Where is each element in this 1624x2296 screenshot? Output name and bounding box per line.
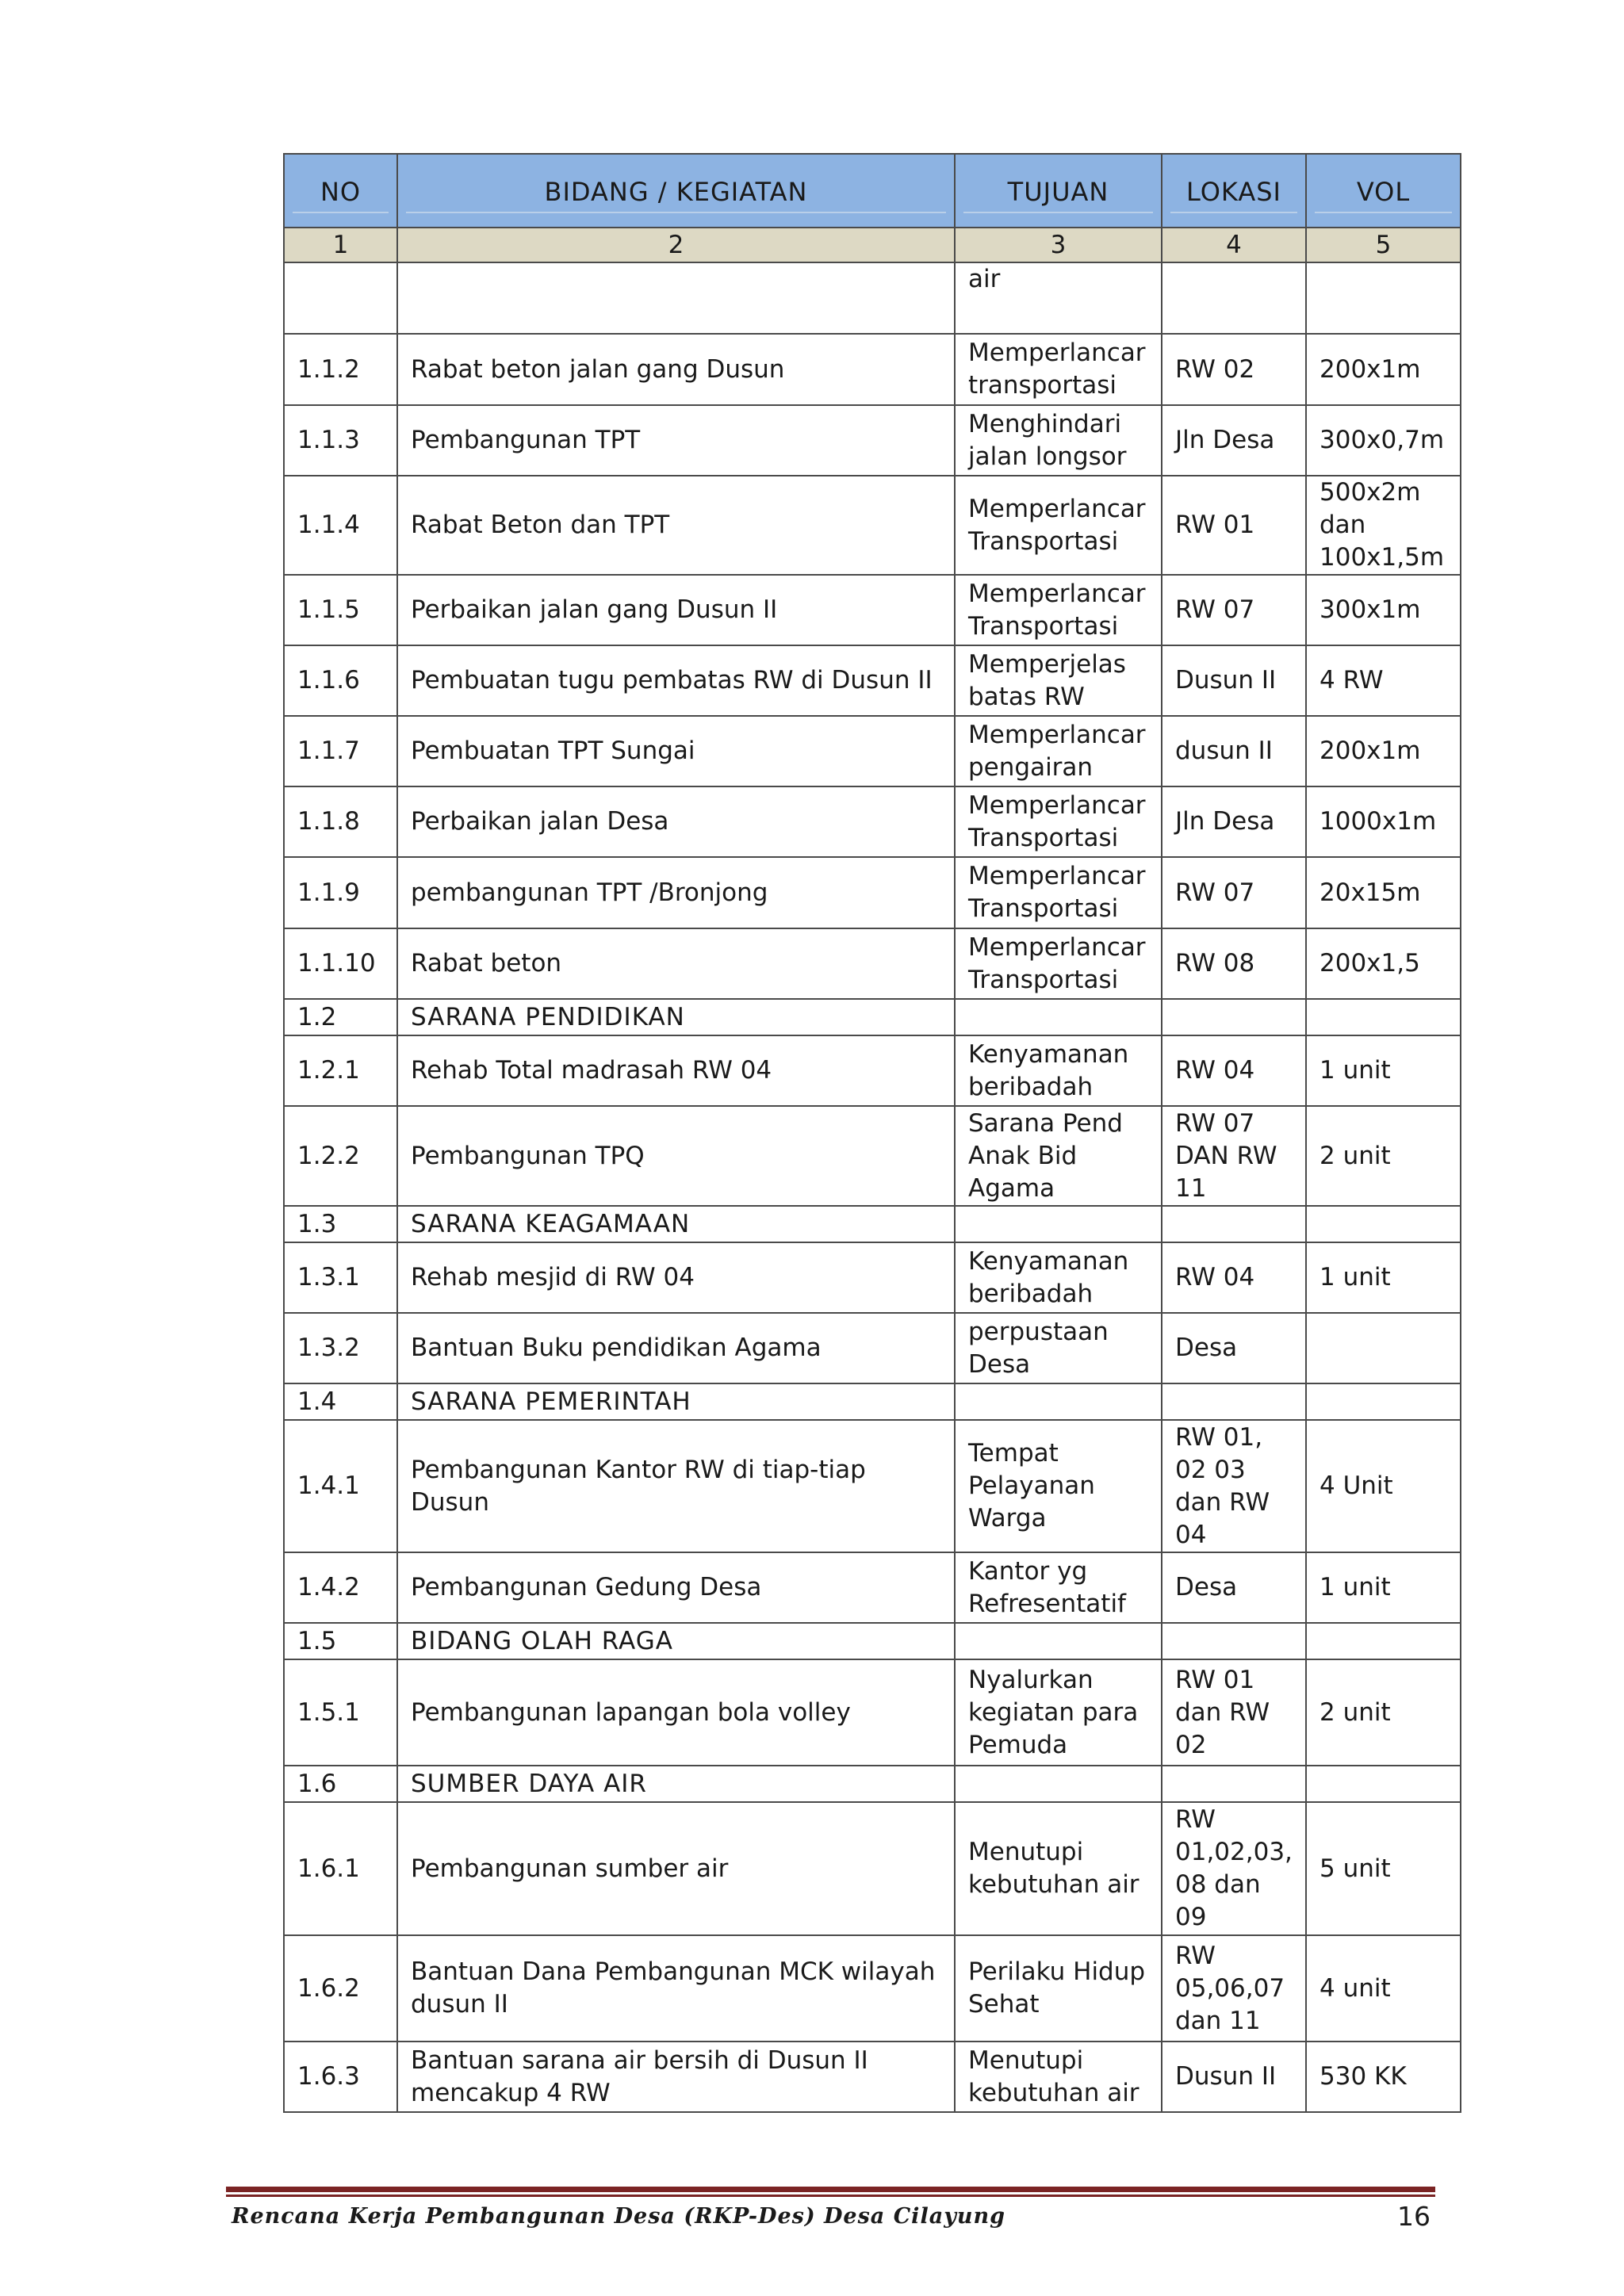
cell-tujuan: Perilaku Hidup Sehat: [955, 1935, 1162, 2042]
cell-tujuan: Menutupi kebutuhan air: [955, 1802, 1162, 1935]
cell-vol: [1306, 1313, 1461, 1383]
cell-lokasi: RW 07: [1162, 857, 1306, 928]
table-row: [284, 645, 1461, 716]
cell-no: 1.6: [284, 1766, 397, 1802]
cell-tujuan: [955, 1383, 1162, 1420]
cell-tujuan: Kenyamanan beribadah: [955, 1242, 1162, 1313]
cell-kegiatan: Perbaikan jalan Desa: [397, 786, 955, 857]
cell-tujuan: Memperlancar transportasi: [955, 334, 1162, 405]
cell-no: 1.1.7: [284, 716, 397, 786]
cell-vol: 200x1,5: [1306, 928, 1461, 999]
cell-tujuan: [955, 1766, 1162, 1802]
table-row: [284, 1242, 1461, 1313]
cell-vol: [1306, 1766, 1461, 1802]
table-row: [284, 405, 1461, 476]
cell-tujuan: Sarana Pend Anak Bid Agama: [955, 1106, 1162, 1206]
cell-no: 1.6.2: [284, 1935, 397, 2042]
cell-tujuan: [955, 1623, 1162, 1659]
cell-tujuan: Kantor yg Refresentatif: [955, 1552, 1162, 1623]
cell-vol: 1 unit: [1306, 1035, 1461, 1106]
cell-no: 1.1.9: [284, 857, 397, 928]
table-row: [284, 262, 1461, 334]
cell-tujuan: Memperlancar Transportasi: [955, 786, 1162, 857]
cell-lokasi: Desa: [1162, 1313, 1306, 1383]
cell-vol: [1306, 262, 1461, 334]
cell-lokasi: Dusun II: [1162, 2042, 1306, 2112]
table-row: [284, 786, 1461, 857]
cell-kegiatan: Pembangunan Gedung Desa: [397, 1552, 955, 1623]
table-row: [284, 928, 1461, 999]
cell-no: 1.1.4: [284, 476, 397, 575]
cell-lokasi: RW 01: [1162, 476, 1306, 575]
column-number: 4: [1162, 228, 1306, 262]
header-tujuan: TUJUAN: [955, 154, 1162, 228]
table-row: [284, 1420, 1461, 1552]
table-row: [284, 1313, 1461, 1383]
cell-vol: [1306, 999, 1461, 1035]
cell-no: [284, 262, 397, 334]
table-row: [284, 1552, 1461, 1623]
table-row: [284, 334, 1461, 405]
cell-lokasi: RW 01, 02 03 dan RW 04: [1162, 1420, 1306, 1552]
cell-tujuan: perpustaan Desa: [955, 1313, 1162, 1383]
cell-vol: 200x1m: [1306, 716, 1461, 786]
column-number: 2: [397, 228, 955, 262]
cell-vol: [1306, 1623, 1461, 1659]
cell-no: 1.4.2: [284, 1552, 397, 1623]
cell-tujuan: Memperjelas batas RW: [955, 645, 1162, 716]
cell-lokasi: dusun II: [1162, 716, 1306, 786]
cell-kegiatan: Perbaikan jalan gang Dusun II: [397, 575, 955, 645]
footer-title: Rencana Kerja Pembangunan Desa (RKP-Des) Desa Cilayung: [232, 2204, 1006, 2229]
cell-lokasi: RW 05,06,07 dan 11: [1162, 1935, 1306, 2042]
cell-vol: 5 unit: [1306, 1802, 1461, 1935]
cell-vol: 4 Unit: [1306, 1420, 1461, 1552]
cell-no: 1.3.2: [284, 1313, 397, 1383]
cell-vol: 200x1m: [1306, 334, 1461, 405]
cell-kegiatan: Rabat beton jalan gang Dusun: [397, 334, 955, 405]
table-row: [284, 1106, 1461, 1206]
cell-kegiatan: Bantuan Buku pendidikan Agama: [397, 1313, 955, 1383]
cell-lokasi: Jln Desa: [1162, 786, 1306, 857]
section-row: [284, 1383, 1461, 1420]
cell-no: 1.4: [284, 1383, 397, 1420]
cell-no: 1.3.1: [284, 1242, 397, 1313]
cell-kegiatan: Rehab Total madrasah RW 04: [397, 1035, 955, 1106]
cell-kegiatan: Pembuatan TPT Sungai: [397, 716, 955, 786]
cell-no: 1.2.1: [284, 1035, 397, 1106]
cell-no: 1.2.2: [284, 1106, 397, 1206]
cell-lokasi: RW 01 dan RW 02: [1162, 1659, 1306, 1766]
cell-tujuan: [955, 999, 1162, 1035]
table-row: [284, 476, 1461, 575]
cell-no: 1.1.5: [284, 575, 397, 645]
cell-lokasi: [1162, 1766, 1306, 1802]
cell-kegiatan: SARANA KEAGAMAAN: [397, 1206, 955, 1242]
cell-kegiatan: Pembangunan TPT: [397, 405, 955, 476]
cell-lokasi: RW 01,02,03, 08 dan 09: [1162, 1802, 1306, 1935]
cell-vol: 2 unit: [1306, 1659, 1461, 1766]
cell-lokasi: Jln Desa: [1162, 405, 1306, 476]
cell-vol: 2 unit: [1306, 1106, 1461, 1206]
cell-no: 1.5.1: [284, 1659, 397, 1766]
cell-tujuan: Menghindari jalan longsor: [955, 405, 1162, 476]
cell-no: 1.6.3: [284, 2042, 397, 2112]
cell-vol: [1306, 1383, 1461, 1420]
section-row: [284, 1623, 1461, 1659]
cell-no: 1.2: [284, 999, 397, 1035]
table-row: [284, 1035, 1461, 1106]
table-row: [284, 1659, 1461, 1766]
cell-kegiatan: Bantuan Dana Pembangunan MCK wilayah dusun II: [397, 1935, 955, 2042]
page-number: 16: [1397, 2201, 1431, 2232]
cell-vol: 300x0,7m: [1306, 405, 1461, 476]
cell-no: 1.5: [284, 1623, 397, 1659]
cell-kegiatan: SARANA PEMERINTAH: [397, 1383, 955, 1420]
column-number: 1: [284, 228, 397, 262]
cell-kegiatan: Pembuatan tugu pembatas RW di Dusun II: [397, 645, 955, 716]
cell-tujuan: Nyalurkan kegiatan para Pemuda: [955, 1659, 1162, 1766]
activity-table: [283, 153, 1461, 2113]
cell-kegiatan: Rabat Beton dan TPT: [397, 476, 955, 575]
column-number: 5: [1306, 228, 1461, 262]
footer-rule-thin: [226, 2195, 1435, 2197]
table-row: [284, 2042, 1461, 2112]
cell-kegiatan: pembangunan TPT /Bronjong: [397, 857, 955, 928]
cell-lokasi: [1162, 999, 1306, 1035]
cell-no: 1.6.1: [284, 1802, 397, 1935]
cell-kegiatan: BIDANG OLAH RAGA: [397, 1623, 955, 1659]
cell-lokasi: RW 02: [1162, 334, 1306, 405]
section-row: [284, 1206, 1461, 1242]
cell-kegiatan: Pembangunan lapangan bola volley: [397, 1659, 955, 1766]
cell-kegiatan: Pembangunan Kantor RW di tiap-tiap Dusun: [397, 1420, 955, 1552]
cell-lokasi: Desa: [1162, 1552, 1306, 1623]
cell-lokasi: RW 04: [1162, 1242, 1306, 1313]
cell-no: 1.1.6: [284, 645, 397, 716]
cell-lokasi: [1162, 1206, 1306, 1242]
cell-vol: 4 unit: [1306, 1935, 1461, 2042]
cell-vol: 1 unit: [1306, 1552, 1461, 1623]
cell-lokasi: [1162, 1383, 1306, 1420]
cell-kegiatan: Bantuan sarana air bersih di Dusun II mencakup 4 RW: [397, 2042, 955, 2112]
cell-no: 1.1.10: [284, 928, 397, 999]
cell-no: 1.1.8: [284, 786, 397, 857]
cell-no: 1.1.2: [284, 334, 397, 405]
cell-vol: 300x1m: [1306, 575, 1461, 645]
cell-tujuan: air: [955, 262, 1162, 334]
cell-tujuan: Kenyamanan beribadah: [955, 1035, 1162, 1106]
cell-vol: 1000x1m: [1306, 786, 1461, 857]
cell-vol: 500x2m dan 100x1,5m: [1306, 476, 1461, 575]
table-row: [284, 857, 1461, 928]
cell-tujuan: [955, 1206, 1162, 1242]
cell-tujuan: Memperlancar Transportasi: [955, 857, 1162, 928]
cell-tujuan: Memperlancar Transportasi: [955, 476, 1162, 575]
column-number: 3: [955, 228, 1162, 262]
table-row: [284, 716, 1461, 786]
table-row: [284, 1802, 1461, 1935]
footer-rule-thick: [226, 2187, 1435, 2192]
cell-lokasi: [1162, 262, 1306, 334]
cell-no: 1.4.1: [284, 1420, 397, 1552]
cell-tujuan: Menutupi kebutuhan air: [955, 2042, 1162, 2112]
table-header-row: [284, 154, 1461, 228]
cell-lokasi: Dusun II: [1162, 645, 1306, 716]
section-row: [284, 1766, 1461, 1802]
cell-tujuan: Memperlancar pengairan: [955, 716, 1162, 786]
cell-kegiatan: Rabat beton: [397, 928, 955, 999]
cell-vol: 1 unit: [1306, 1242, 1461, 1313]
cell-no: 1.3: [284, 1206, 397, 1242]
cell-lokasi: [1162, 1623, 1306, 1659]
cell-vol: 4 RW: [1306, 645, 1461, 716]
table-row: [284, 575, 1461, 645]
cell-kegiatan: Pembangunan TPQ: [397, 1106, 955, 1206]
cell-kegiatan: [397, 262, 955, 334]
cell-lokasi: RW 08: [1162, 928, 1306, 999]
column-number-row: [284, 228, 1461, 262]
cell-lokasi: RW 07: [1162, 575, 1306, 645]
cell-tujuan: Memperlancar Transportasi: [955, 575, 1162, 645]
cell-kegiatan: SARANA PENDIDIKAN: [397, 999, 955, 1035]
header-lokasi: LOKASI: [1162, 154, 1306, 228]
cell-vol: 530 KK: [1306, 2042, 1461, 2112]
cell-kegiatan: SUMBER DAYA AIR: [397, 1766, 955, 1802]
header-no: NO: [284, 154, 397, 228]
cell-vol: 20x15m: [1306, 857, 1461, 928]
cell-no: 1.1.3: [284, 405, 397, 476]
header-vol: VOL: [1306, 154, 1461, 228]
cell-lokasi: RW 04: [1162, 1035, 1306, 1106]
cell-tujuan: Memperlancar Transportasi: [955, 928, 1162, 999]
table-row: [284, 1935, 1461, 2042]
cell-vol: [1306, 1206, 1461, 1242]
cell-lokasi: RW 07 DAN RW 11: [1162, 1106, 1306, 1206]
header-kegiatan: BIDANG / KEGIATAN: [397, 154, 955, 228]
cell-tujuan: Tempat Pelayanan Warga: [955, 1420, 1162, 1552]
cell-kegiatan: Rehab mesjid di RW 04: [397, 1242, 955, 1313]
section-row: [284, 999, 1461, 1035]
cell-kegiatan: Pembangunan sumber air: [397, 1802, 955, 1935]
